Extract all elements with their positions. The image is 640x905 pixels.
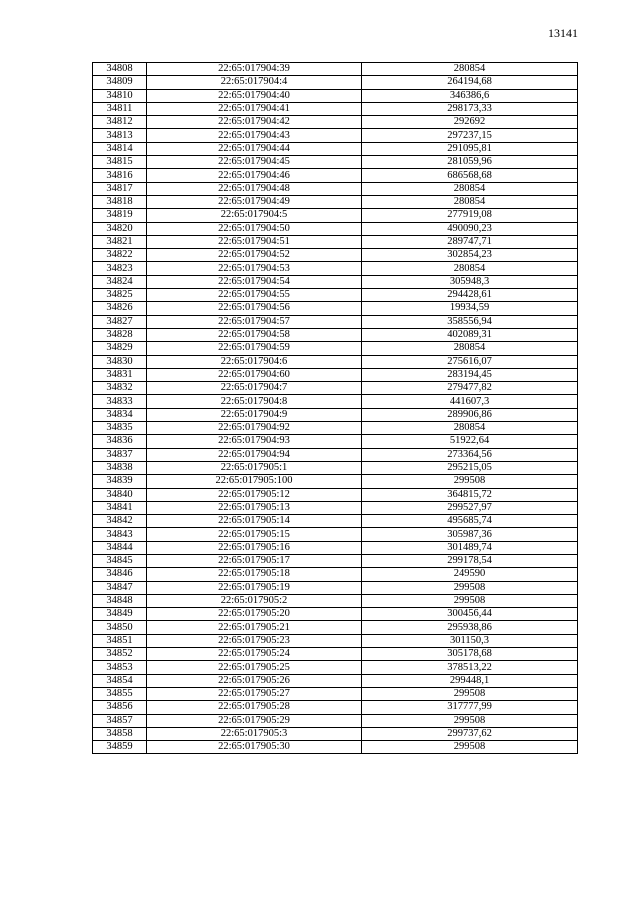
row-number-cell: 34830 [93, 355, 147, 368]
value-cell: 358556,94 [362, 315, 578, 328]
value-cell: 490090,23 [362, 222, 578, 235]
cadastral-number-cell: 22:65:017904:48 [147, 182, 362, 195]
table-row [93, 235, 578, 248]
table-row [93, 741, 578, 754]
cadastral-number-cell: 22:65:017905:26 [147, 674, 362, 687]
value-cell: 300456,44 [362, 608, 578, 621]
value-cell: 301489,74 [362, 541, 578, 554]
cadastral-number-cell: 22:65:017904:39 [147, 63, 362, 76]
table-row [93, 648, 578, 661]
table-row [93, 475, 578, 488]
cadastral-number-cell: 22:65:017904:43 [147, 129, 362, 142]
value-cell: 298173,33 [362, 102, 578, 115]
table-row [93, 76, 578, 89]
cadastral-number-cell: 22:65:017904:59 [147, 342, 362, 355]
table-row [93, 554, 578, 567]
row-number-cell: 34858 [93, 727, 147, 740]
value-cell: 299527,97 [362, 501, 578, 514]
value-cell: 378513,22 [362, 661, 578, 674]
value-cell: 280854 [362, 262, 578, 275]
cadastral-number-cell: 22:65:017904:57 [147, 315, 362, 328]
value-cell: 281059,96 [362, 156, 578, 169]
table-row [93, 169, 578, 182]
table-row [93, 528, 578, 541]
cadastral-number-cell: 22:65:017905:20 [147, 608, 362, 621]
table-row [93, 661, 578, 674]
row-number-cell: 34853 [93, 661, 147, 674]
row-number-cell: 34814 [93, 142, 147, 155]
value-cell: 686568,68 [362, 169, 578, 182]
table-row [93, 302, 578, 315]
row-number-cell: 34825 [93, 289, 147, 302]
cadastral-number-cell: 22:65:017904:93 [147, 435, 362, 448]
value-cell: 317777,99 [362, 701, 578, 714]
cadastral-number-cell: 22:65:017905:23 [147, 634, 362, 647]
table-row [93, 435, 578, 448]
row-number-cell: 34810 [93, 89, 147, 102]
table-row [93, 289, 578, 302]
value-cell: 280854 [362, 422, 578, 435]
value-cell: 299178,54 [362, 554, 578, 567]
table-row [93, 129, 578, 142]
cadastral-number-cell: 22:65:017905:19 [147, 581, 362, 594]
cadastral-number-cell: 22:65:017905:14 [147, 515, 362, 528]
row-number-cell: 34844 [93, 541, 147, 554]
row-number-cell: 34841 [93, 501, 147, 514]
row-number-cell: 34809 [93, 76, 147, 89]
value-cell: 273364,56 [362, 448, 578, 461]
value-cell: 279477,82 [362, 382, 578, 395]
row-number-cell: 34816 [93, 169, 147, 182]
table-row [93, 714, 578, 727]
row-number-cell: 34818 [93, 195, 147, 208]
row-number-cell: 34835 [93, 422, 147, 435]
row-number-cell: 34843 [93, 528, 147, 541]
row-number-cell: 34808 [93, 63, 147, 76]
table-row [93, 568, 578, 581]
row-number-cell: 34815 [93, 156, 147, 169]
row-number-cell: 34813 [93, 129, 147, 142]
value-cell: 280854 [362, 182, 578, 195]
value-cell: 299508 [362, 581, 578, 594]
row-number-cell: 34833 [93, 395, 147, 408]
cadastral-number-cell: 22:65:017905:25 [147, 661, 362, 674]
cadastral-number-cell: 22:65:017905:1 [147, 461, 362, 474]
cadastral-number-cell: 22:65:017905:17 [147, 554, 362, 567]
cadastral-value-table [92, 62, 578, 754]
value-cell: 264194,68 [362, 76, 578, 89]
cadastral-number-cell: 22:65:017905:28 [147, 701, 362, 714]
cadastral-number-cell: 22:65:017904:9 [147, 408, 362, 421]
page-number: 13141 [548, 26, 578, 40]
cadastral-number-cell: 22:65:017904:8 [147, 395, 362, 408]
value-cell: 299508 [362, 475, 578, 488]
table-row [93, 222, 578, 235]
table-row [93, 701, 578, 714]
cadastral-number-cell: 22:65:017904:54 [147, 275, 362, 288]
row-number-cell: 34849 [93, 608, 147, 621]
value-cell: 280854 [362, 342, 578, 355]
row-number-cell: 34839 [93, 475, 147, 488]
cadastral-number-cell: 22:65:017904:45 [147, 156, 362, 169]
table-row [93, 275, 578, 288]
value-cell: 495685,74 [362, 515, 578, 528]
cadastral-number-cell: 22:65:017905:16 [147, 541, 362, 554]
row-number-cell: 34837 [93, 448, 147, 461]
cadastral-number-cell: 22:65:017904:51 [147, 235, 362, 248]
cadastral-number-cell: 22:65:017904:60 [147, 368, 362, 381]
cadastral-number-cell: 22:65:017905:3 [147, 727, 362, 740]
value-cell: 364815,72 [362, 488, 578, 501]
value-cell: 280854 [362, 63, 578, 76]
row-number-cell: 34838 [93, 461, 147, 474]
table-row [93, 142, 578, 155]
table-row [93, 102, 578, 115]
table-row [93, 262, 578, 275]
row-number-cell: 34855 [93, 687, 147, 700]
value-cell: 289747,71 [362, 235, 578, 248]
value-cell: 441607,3 [362, 395, 578, 408]
table-row [93, 195, 578, 208]
table-row [93, 328, 578, 341]
row-number-cell: 34847 [93, 581, 147, 594]
cadastral-number-cell: 22:65:017904:41 [147, 102, 362, 115]
table-row [93, 368, 578, 381]
row-number-cell: 34824 [93, 275, 147, 288]
cadastral-number-cell: 22:65:017904:50 [147, 222, 362, 235]
table-row [93, 461, 578, 474]
table-row [93, 422, 578, 435]
row-number-cell: 34842 [93, 515, 147, 528]
cadastral-number-cell: 22:65:017904:53 [147, 262, 362, 275]
row-number-cell: 34854 [93, 674, 147, 687]
row-number-cell: 34857 [93, 714, 147, 727]
cadastral-number-cell: 22:65:017905:13 [147, 501, 362, 514]
cadastral-number-cell: 22:65:017905:30 [147, 741, 362, 754]
value-cell: 301150,3 [362, 634, 578, 647]
row-number-cell: 34827 [93, 315, 147, 328]
table-row [93, 594, 578, 607]
value-cell: 19934,59 [362, 302, 578, 315]
row-number-cell: 34826 [93, 302, 147, 315]
row-number-cell: 34829 [93, 342, 147, 355]
row-number-cell: 34845 [93, 554, 147, 567]
value-cell: 299508 [362, 687, 578, 700]
value-cell: 289906,86 [362, 408, 578, 421]
cadastral-number-cell: 22:65:017905:27 [147, 687, 362, 700]
cadastral-number-cell: 22:65:017904:46 [147, 169, 362, 182]
cadastral-number-cell: 22:65:017905:12 [147, 488, 362, 501]
cadastral-number-cell: 22:65:017904:55 [147, 289, 362, 302]
value-cell: 305948,3 [362, 275, 578, 288]
value-cell: 51922,64 [362, 435, 578, 448]
table-row [93, 687, 578, 700]
value-cell: 277919,08 [362, 209, 578, 222]
value-cell: 299508 [362, 714, 578, 727]
row-number-cell: 34828 [93, 328, 147, 341]
cadastral-number-cell: 22:65:017904:49 [147, 195, 362, 208]
cadastral-number-cell: 22:65:017904:44 [147, 142, 362, 155]
table-row [93, 621, 578, 634]
table-row [93, 395, 578, 408]
value-cell: 402089,31 [362, 328, 578, 341]
value-cell: 294428,61 [362, 289, 578, 302]
table-row [93, 727, 578, 740]
value-cell: 283194,45 [362, 368, 578, 381]
value-cell: 305178,68 [362, 648, 578, 661]
row-number-cell: 34850 [93, 621, 147, 634]
value-cell: 275616,07 [362, 355, 578, 368]
row-number-cell: 34811 [93, 102, 147, 115]
value-cell: 299448,1 [362, 674, 578, 687]
row-number-cell: 34823 [93, 262, 147, 275]
row-number-cell: 34859 [93, 741, 147, 754]
cadastral-number-cell: 22:65:017905:100 [147, 475, 362, 488]
row-number-cell: 34848 [93, 594, 147, 607]
table-row [93, 209, 578, 222]
table-row [93, 63, 578, 76]
row-number-cell: 34834 [93, 408, 147, 421]
row-number-cell: 34832 [93, 382, 147, 395]
table-body [93, 63, 578, 754]
value-cell: 291095,81 [362, 142, 578, 155]
table-row [93, 488, 578, 501]
cadastral-number-cell: 22:65:017905:24 [147, 648, 362, 661]
value-cell: 299508 [362, 741, 578, 754]
table-row [93, 182, 578, 195]
value-cell: 249590 [362, 568, 578, 581]
cadastral-number-cell: 22:65:017905:29 [147, 714, 362, 727]
table-row [93, 608, 578, 621]
table-row [93, 581, 578, 594]
value-cell: 295215,05 [362, 461, 578, 474]
table-row [93, 89, 578, 102]
row-number-cell: 34820 [93, 222, 147, 235]
cadastral-number-cell: 22:65:017904:6 [147, 355, 362, 368]
cadastral-number-cell: 22:65:017904:52 [147, 249, 362, 262]
cadastral-number-cell: 22:65:017905:21 [147, 621, 362, 634]
table-row [93, 408, 578, 421]
table-row [93, 382, 578, 395]
value-cell: 346386,6 [362, 89, 578, 102]
table-row [93, 501, 578, 514]
value-cell: 299737,62 [362, 727, 578, 740]
value-cell: 297237,15 [362, 129, 578, 142]
table-row [93, 315, 578, 328]
row-number-cell: 34836 [93, 435, 147, 448]
cadastral-number-cell: 22:65:017904:94 [147, 448, 362, 461]
value-cell: 280854 [362, 195, 578, 208]
cadastral-number-cell: 22:65:017904:7 [147, 382, 362, 395]
value-cell: 305987,36 [362, 528, 578, 541]
table-row [93, 156, 578, 169]
row-number-cell: 34851 [93, 634, 147, 647]
value-cell: 295938,86 [362, 621, 578, 634]
cadastral-number-cell: 22:65:017904:4 [147, 76, 362, 89]
table-row [93, 634, 578, 647]
table-row [93, 448, 578, 461]
row-number-cell: 34856 [93, 701, 147, 714]
value-cell: 292692 [362, 116, 578, 129]
row-number-cell: 34822 [93, 249, 147, 262]
cadastral-number-cell: 22:65:017904:58 [147, 328, 362, 341]
cadastral-number-cell: 22:65:017905:18 [147, 568, 362, 581]
value-cell: 299508 [362, 594, 578, 607]
cadastral-number-cell: 22:65:017904:42 [147, 116, 362, 129]
row-number-cell: 34846 [93, 568, 147, 581]
table-row [93, 355, 578, 368]
row-number-cell: 34840 [93, 488, 147, 501]
table-row [93, 541, 578, 554]
cadastral-number-cell: 22:65:017904:40 [147, 89, 362, 102]
value-cell: 302854,23 [362, 249, 578, 262]
cadastral-number-cell: 22:65:017905:15 [147, 528, 362, 541]
cadastral-number-cell: 22:65:017904:5 [147, 209, 362, 222]
table-row [93, 116, 578, 129]
row-number-cell: 34852 [93, 648, 147, 661]
row-number-cell: 34817 [93, 182, 147, 195]
row-number-cell: 34812 [93, 116, 147, 129]
row-number-cell: 34819 [93, 209, 147, 222]
table-row [93, 342, 578, 355]
row-number-cell: 34831 [93, 368, 147, 381]
cadastral-number-cell: 22:65:017904:92 [147, 422, 362, 435]
table-row [93, 674, 578, 687]
row-number-cell: 34821 [93, 235, 147, 248]
table-row [93, 515, 578, 528]
cadastral-number-cell: 22:65:017904:56 [147, 302, 362, 315]
table-row [93, 249, 578, 262]
cadastral-number-cell: 22:65:017905:2 [147, 594, 362, 607]
